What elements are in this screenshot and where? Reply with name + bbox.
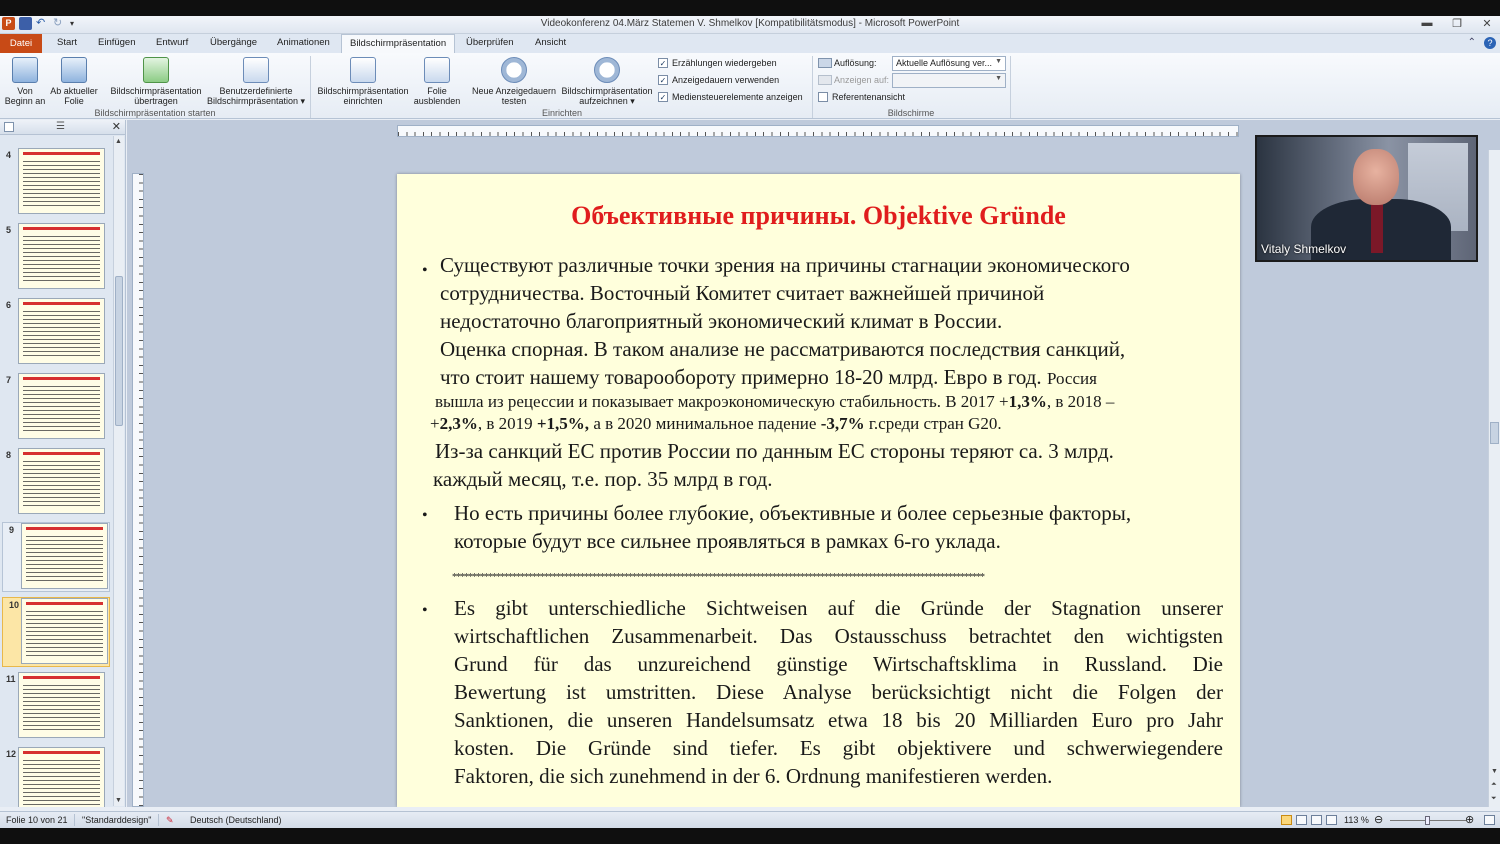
button-label: Von: [17, 86, 33, 96]
group-label-monitors: Bildschirme: [887, 108, 935, 118]
slides-panel: [0, 120, 126, 807]
slides-tab-icon[interactable]: [4, 122, 14, 132]
resolution-label: Auflösung:: [834, 58, 877, 68]
preview-title: [23, 152, 100, 155]
help-icon[interactable]: ?: [1484, 37, 1496, 49]
slides-panel-scrollbar[interactable]: [113, 136, 124, 806]
person-tie: [1371, 203, 1383, 253]
slideshow-start-icon: [12, 57, 38, 83]
slide-preview: [18, 298, 105, 364]
slide-number: 11: [6, 674, 16, 684]
button-label: Bildschirmpräsentation: [561, 86, 653, 96]
preview-title: [23, 302, 100, 305]
close-icon[interactable]: ✕: [1482, 18, 1492, 30]
checkbox-label: Erzählungen wiedergeben: [672, 58, 777, 68]
slide-thumbnail-11[interactable]: [0, 672, 112, 742]
button-label: aufzeichnen ▾: [579, 96, 635, 106]
slide-thumbnail-12[interactable]: [0, 747, 112, 807]
separator: [1010, 56, 1011, 118]
checkbox-label: Anzeigedauern verwenden: [672, 75, 780, 85]
collapse-ribbon-icon[interactable]: ⌃: [1467, 37, 1476, 48]
preview-text: [26, 609, 103, 659]
record-icon: [594, 57, 620, 83]
button-label: Beginn an: [4, 96, 46, 106]
minimize-icon[interactable]: ▬: [1421, 17, 1433, 29]
text-part: 2,3%: [439, 414, 478, 433]
media-controls-checkbox[interactable]: [658, 92, 803, 102]
slide-number: 6: [6, 300, 12, 310]
text-line: Но есть причины более глубокие, объективные и более серьезные факторы,: [454, 501, 1132, 525]
tab-view[interactable]: Ansicht: [535, 37, 567, 48]
button-label: einrichten: [343, 96, 383, 106]
rehearse-timings-button[interactable]: [468, 57, 560, 106]
title-bar: [0, 16, 1500, 34]
ru-paragraph-1[interactable]: [440, 251, 1130, 391]
broadcast-icon: [143, 57, 169, 83]
text-part: 1,3%: [1008, 392, 1047, 411]
tab-transitions[interactable]: Übergänge: [210, 37, 258, 48]
next-slide-icon[interactable]: ⏷: [1491, 795, 1497, 802]
button-label: übertragen: [134, 96, 178, 106]
slide-preview: [18, 672, 105, 738]
scroll-up-icon[interactable]: ▲: [115, 138, 122, 145]
theme-name: "Standarddesign": [82, 815, 152, 825]
preview-text: [23, 683, 100, 733]
vertical-ruler: [132, 173, 144, 807]
show-on-icon: [818, 75, 832, 85]
slide-thumbnail-8[interactable]: [0, 448, 112, 518]
ribbon-right-controls: [1468, 37, 1496, 49]
preview-text: [23, 758, 100, 807]
window-controls: [1418, 17, 1496, 30]
outline-tab-icon[interactable]: ☰: [56, 121, 65, 132]
zoom-slider-handle[interactable]: [1425, 816, 1430, 825]
button-label: Bildschirmpräsentation: [110, 86, 202, 96]
bullet-icon: •: [422, 507, 428, 524]
preview-text: [23, 234, 100, 284]
tab-insert[interactable]: Einfügen: [98, 37, 136, 48]
undo-icon[interactable]: ↶: [36, 17, 46, 29]
fit-to-window-icon[interactable]: [1484, 815, 1495, 825]
presenter-view-checkbox[interactable]: [818, 92, 905, 102]
tab-file[interactable]: Datei: [0, 34, 42, 53]
powerpoint-logo-icon[interactable]: P: [2, 17, 15, 30]
text-part: г.среди стран G20.: [864, 414, 1002, 433]
slide-number: 8: [6, 450, 12, 460]
slide-number: 12: [6, 749, 17, 759]
text-line: kosten. Die Gründe sind tiefer. Es gibt objektivere und schwerwiegendere: [454, 736, 1223, 760]
participant-name: Vitaly Shmelkov: [1261, 242, 1347, 256]
text-part: -3,7%: [820, 414, 865, 433]
text-line: [435, 391, 1114, 413]
bullet-icon: •: [422, 602, 428, 619]
button-label: Benutzerdefinierte: [219, 86, 293, 96]
separator: [158, 814, 159, 826]
preview-text: [23, 384, 100, 434]
slide-number: 5: [6, 225, 12, 235]
ru-paragraph-3[interactable]: [454, 499, 1131, 555]
zoom-level[interactable]: 113 %: [1344, 815, 1369, 825]
chevron-down-icon: ▼: [995, 75, 1002, 82]
checkbox-box[interactable]: [818, 92, 828, 102]
ribbon: [0, 53, 1500, 119]
ribbon-tabs: [0, 34, 1500, 53]
custom-slideshow-icon: [243, 57, 269, 83]
slide-thumbnail-7[interactable]: [0, 373, 112, 443]
preview-text: [23, 159, 100, 209]
scrollbar-thumb[interactable]: [115, 276, 123, 426]
text-line-part: Россия: [1046, 369, 1097, 388]
slide-preview: [21, 598, 108, 664]
dropdown-value: Aktuelle Auflösung ver...: [896, 58, 993, 68]
editor-scrollbar[interactable]: [1488, 150, 1500, 807]
slide-thumbnail-10[interactable]: [2, 597, 110, 667]
broadcast-slideshow-button[interactable]: [104, 57, 208, 106]
slide-preview: [18, 223, 105, 289]
hide-slide-button[interactable]: [410, 57, 464, 106]
group-label-start: Bildschirmpräsentation starten: [94, 108, 216, 118]
tab-design[interactable]: Entwurf: [156, 37, 189, 48]
slideshow-current-icon: [61, 57, 87, 83]
text-part: а в 2020 минимальное падение: [589, 414, 821, 433]
button-label: Ab aktueller: [50, 86, 98, 96]
text-line: Sanktionen, die unseren Handelsumsatz etwa 18 bis 20 Milliarden Euro pro Jahr: [454, 708, 1223, 732]
tab-slideshow[interactable]: Bildschirmpräsentation: [341, 34, 455, 54]
from-beginning-button[interactable]: [4, 57, 46, 106]
preview-text: [23, 309, 100, 359]
restore-icon[interactable]: ❐: [1452, 18, 1462, 30]
text-line: сотрудничества. Восточный Комитет считает важнейшей причиной: [440, 281, 1045, 305]
separator: [310, 56, 311, 118]
text-line: [430, 413, 1114, 435]
tab-start[interactable]: Start: [57, 37, 78, 48]
text-line-part: что стоит нашему товарообороту примерно 18-20 млрд. Евро в год.: [440, 365, 1042, 389]
slide-thumbnail-4[interactable]: [0, 148, 112, 218]
redo-icon[interactable]: ↻: [53, 17, 63, 29]
text-line: Существуют различные точки зрения на причины стагнации экономического: [440, 253, 1130, 277]
slide-thumbnail-9[interactable]: [2, 522, 110, 592]
reading-view-icon[interactable]: [1311, 815, 1322, 825]
slide-number: 4: [6, 150, 12, 160]
preview-title: [23, 377, 100, 380]
preview-title: [26, 527, 103, 530]
slide-sorter-view-icon[interactable]: [1296, 815, 1307, 825]
horizontal-ruler: [397, 125, 1239, 137]
powerpoint-window: [0, 16, 1500, 828]
preview-title: [23, 452, 100, 455]
text-line: Faktoren, die sich zunehmend in der 6. Ordnung manifestieren werden.: [454, 764, 1053, 788]
status-bar: [0, 811, 1500, 828]
slide-preview: [18, 747, 105, 807]
person-head: [1353, 149, 1399, 205]
customize-qat-icon[interactable]: ▾: [70, 19, 75, 28]
preview-title: [23, 227, 100, 230]
ru-paragraph-2[interactable]: [435, 437, 1114, 493]
de-paragraph[interactable]: [454, 594, 1223, 790]
slides-panel-header: [0, 120, 125, 135]
video-conference-tile[interactable]: [1255, 135, 1478, 262]
previous-slide-icon[interactable]: ⏶: [1491, 781, 1497, 788]
custom-slideshow-button[interactable]: [204, 57, 308, 106]
setup-slideshow-button[interactable]: [314, 57, 412, 106]
group-label-setup: Einrichten: [541, 108, 583, 118]
separator: [74, 814, 75, 826]
preview-title: [23, 676, 100, 679]
ruler-ticks: [139, 174, 143, 806]
checkbox-label: Referentenansicht: [832, 92, 906, 102]
timings-checkbox[interactable]: [658, 75, 779, 85]
tab-animations[interactable]: Animationen: [277, 37, 330, 48]
from-current-slide-button[interactable]: [48, 57, 100, 106]
checkbox-box[interactable]: ✓: [659, 59, 667, 68]
preview-text: [26, 534, 103, 584]
button-label: Bildschirmpräsentation ▾: [206, 96, 306, 106]
separator-stars: *************************************************************************************************************************************: [452, 572, 984, 580]
ruler-ticks: [398, 132, 1238, 136]
button-label: Bildschirmpräsentation: [317, 86, 409, 96]
scroll-down-icon[interactable]: ▼: [115, 797, 122, 804]
button-label: Neue Anzeigedauern: [471, 86, 557, 96]
text-line: Bewertung ist umstritten. Diese Analyse berücksichtigt nicht die Folgen der: [454, 680, 1223, 704]
text-line: Оценка спорная. В таком анализе не рассматриваются последствия санкций,: [440, 337, 1126, 361]
preview-text: [23, 459, 100, 509]
text-part: вышла из рецессии и показывает макроэкономическую стабильность. В 2017 +: [435, 392, 1009, 411]
slide-preview: [21, 523, 108, 589]
slide-number: 9: [9, 525, 15, 535]
preview-title: [26, 602, 103, 605]
bullet-icon: •: [422, 262, 428, 279]
text-line: wirtschaftlichen Zusammenarbeit. Das Ostausschuss betrachtet den wichtigsten: [454, 624, 1223, 648]
close-icon[interactable]: ✕: [111, 121, 121, 133]
preview-title: [23, 751, 100, 754]
setup-slideshow-icon: [350, 57, 376, 83]
text-part: , в 2018 –: [1046, 392, 1115, 411]
show-on-label: Anzeigen auf:: [834, 75, 890, 85]
normal-view-icon[interactable]: [1281, 815, 1292, 825]
ru-small-paragraph[interactable]: [430, 391, 1115, 435]
text-line: которые будут все сильнее проявляться в рамках 6-го уклада.: [454, 529, 1001, 553]
show-on-dropdown[interactable]: [892, 73, 1006, 88]
slide-canvas[interactable]: [397, 174, 1240, 807]
stopwatch-icon: [501, 57, 527, 83]
text-line: недостаточно благоприятный экономический климат в России.: [440, 309, 1003, 333]
text-line: [440, 363, 1130, 391]
text-part: , в 2019: [477, 414, 537, 433]
text-line: Es gibt unterschiedliche Sichtweisen auf die Gründe der Stagnation unserer: [454, 596, 1223, 620]
slideshow-view-icon[interactable]: [1326, 815, 1337, 825]
spellcheck-icon[interactable]: ✎: [166, 815, 174, 825]
checkbox-box[interactable]: ✓: [659, 76, 667, 85]
button-label: testen: [501, 96, 527, 106]
text-part: +: [430, 414, 440, 433]
slide-thumbnail-6[interactable]: [0, 298, 112, 368]
chevron-down-icon: ▼: [995, 58, 1002, 65]
resolution-dropdown[interactable]: [892, 56, 1006, 71]
hide-slide-icon: [424, 57, 450, 83]
text-line: Grund für das unzureichend günstige Wirtschaftsklima in Russland. Die: [454, 652, 1223, 676]
slide-preview: [18, 448, 105, 514]
button-label: Folie: [64, 96, 84, 106]
record-slideshow-button[interactable]: [558, 57, 656, 106]
checkbox-label: Mediensteuerelemente anzeigen: [672, 92, 803, 102]
window-title: Videokonferenz 04.März Statemen V. Shmelkov [Kompatibilitätsmodus] - Microsoft PowerPoint: [540, 18, 960, 29]
button-label: ausblenden: [413, 96, 461, 106]
scrollbar-thumb[interactable]: [1490, 422, 1499, 444]
resolution-icon: [818, 58, 832, 68]
slide-preview: [18, 373, 105, 439]
slide-number: 10: [9, 600, 20, 610]
scroll-down-icon[interactable]: ▼: [1491, 768, 1498, 775]
text-line: Из-за санкций ЕС против России по данным ЕС стороны теряют са. 3 млрд.: [435, 439, 1114, 463]
slide-counter: Folie 10 von 21: [6, 815, 68, 825]
zoom-out-icon[interactable]: ⊖: [1374, 814, 1384, 826]
tab-review[interactable]: Überprüfen: [466, 37, 514, 48]
narrations-checkbox[interactable]: [658, 58, 777, 68]
slide-thumbnail-5[interactable]: [0, 223, 112, 293]
slide-number: 7: [6, 375, 12, 385]
language-indicator[interactable]: Deutsch (Deutschland): [190, 815, 282, 825]
slide-title[interactable]: Объективные причины. Objektive Gründe: [571, 201, 1066, 230]
checkbox-box[interactable]: ✓: [659, 93, 667, 102]
button-label: Folie: [427, 86, 447, 96]
text-part: +1,5%,: [536, 414, 590, 433]
text-line: каждый месяц, т.е. пор. 35 млрд в год.: [433, 467, 773, 491]
slide-preview: [18, 148, 105, 214]
zoom-in-icon[interactable]: ⊕: [1465, 814, 1475, 826]
